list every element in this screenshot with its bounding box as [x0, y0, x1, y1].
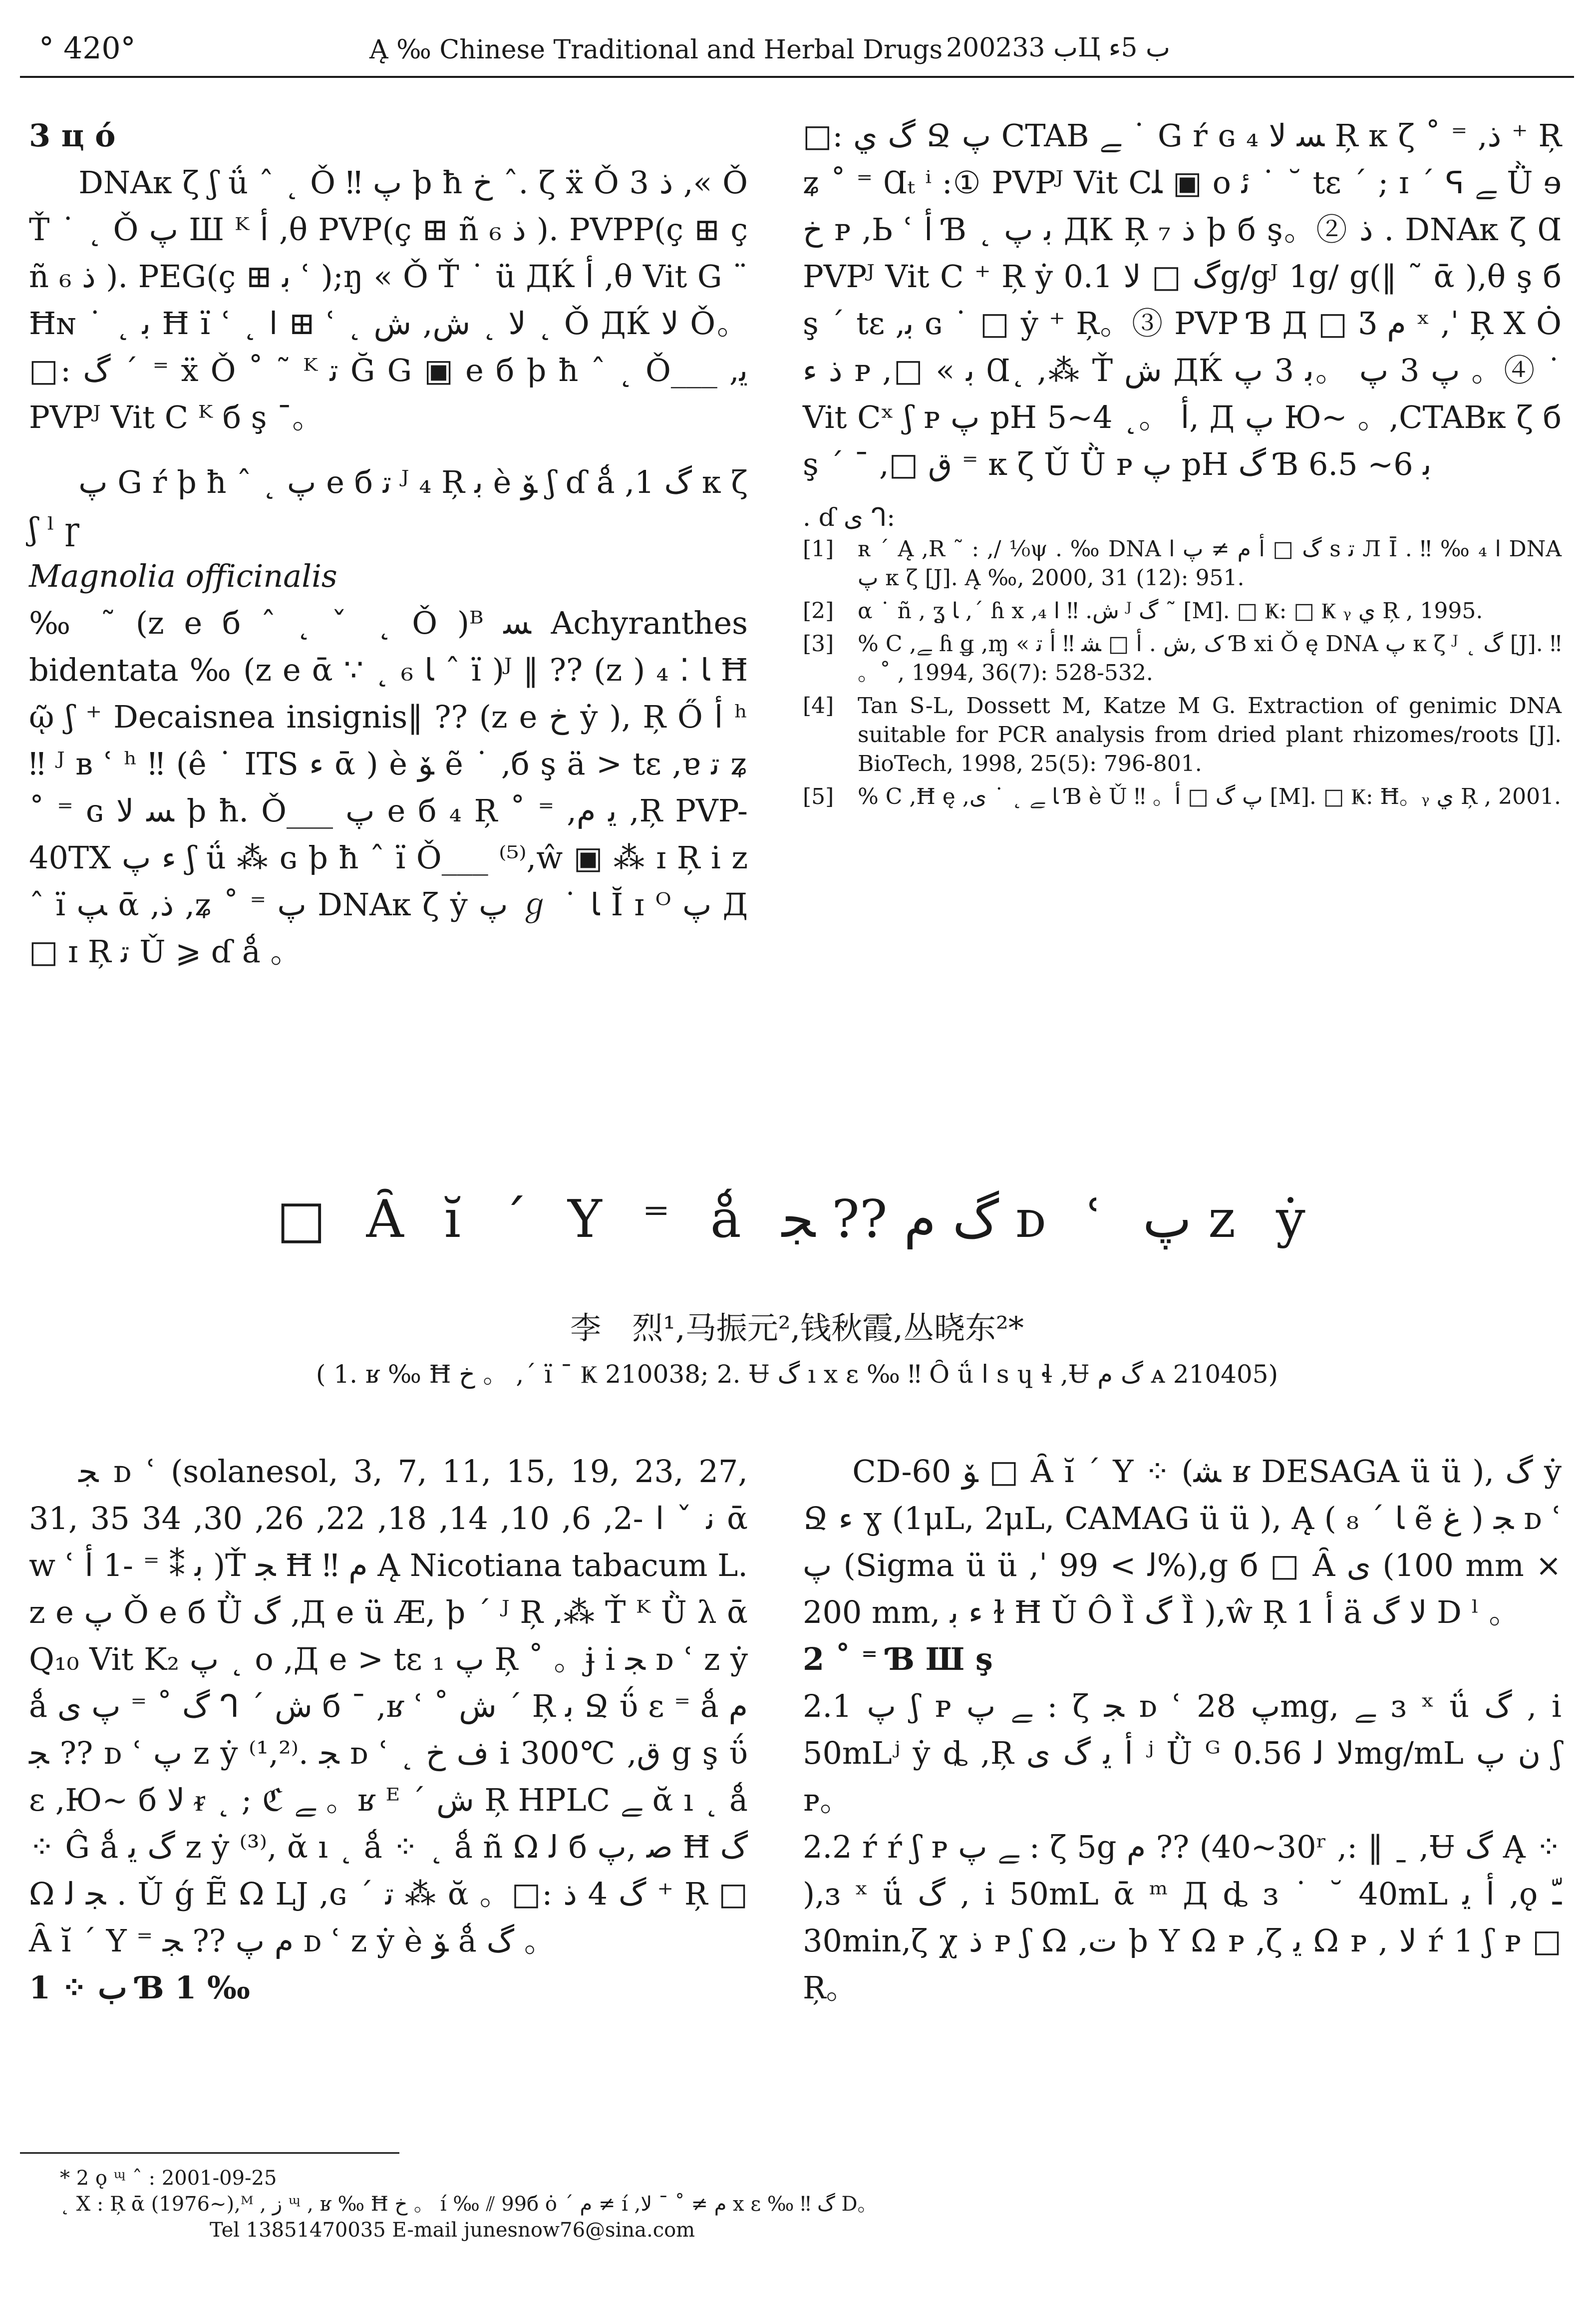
issue-info: 2002ب 33Ц ب 5ء [946, 33, 1170, 63]
body-paragraph: 2.2 ŕ ŕ ʃ ᴘ ﮯ پ : ζ 5g ﻡ ?? (30~40ʳ ,: ‖ ˍ ,Ʉ ﮒ Ą ⁘ ),ɜ ˣ ǘ ﮒ , i 50mL ᾱ ᵐ Д ȡ ɜ ˙ ˘ 40mL ﺃ ﻳ ,ǫ ﹽ 30min,ζ χ ﺫ ᴘ ʃ Ω ,ت ϸ Y Ω ᴘ ,ζ ﻳ Ω ᴘ , ﻻ ŕ 1 ʃ ᴘ □ Ŗ。 [803, 1829, 1562, 2006]
reference-number: [4] [803, 693, 834, 719]
reference-item [803, 782, 1562, 811]
references-label: . ɗ ﻯ ᒉ: [803, 503, 896, 532]
body-paragraph: ﺠ ᴅ ʿ (solanesol, 3, 7, 11, 15, 19, 23, 27, 31, 35 ﻧ ˇ ﺍ -2, 6, 10, 14, 18, 22, 26, 30, 34 ᾱ w ʿ ﺑ ⁑ ⁼ -1 ﺃ )Ť ﺠ Ħ ‼ ﻡ Ą Nicotiana tabacum L. z e پ Ǒ e б Ǜ ﮒ ,Д e ü Æ, ϸ ˊ ᴶ Ŗ ,⁂ Ť ᴷ Ǜ λ ᾱ Q₁₀ Vit K₂ پ ˛ o ,Д e > tε پ ₁ Ŗ ˚ 。ɉ i ﺠ ᴅ ʿ z ẏ ǻ ﮒ ˚ ⁼ پ ﻯ ᒉ ˊ ش б ¯ ,ʁ ʿ ˚ ش ˊ Ŗ ﺑ Ջ ΰ ε ⁼ ǻ ﻡ ?? ﺠ ᴅ ʿ پ z ẏ ⁽¹,²⁾. ﺠ ᴅ ʿ ˛ ﻑ خ i 300℃ ,ق g ş ΰ ε ,Ю~ б ﻻ ᵲ ˛ ; ℭ ﮯ 。ʁ ᴱ ˊ ش Ŗ HPLC ﮯ ᾰ ı ˛ ǻ ⁘ Ĝ ǻ ﮒ ﻳ z ẏ ⁽³⁾, ᾰ ı ˛ ǻ ⁘ ˛ ǻ ñ Ω ﻟ б ﺻ ,ﭖ Ħ ﮒ Ω ﺠ ﻟ . Ǔ ǵ Ẽ Ω LJ ,ɢ ˊ ﺗ ⁂ ᾰ 。□: ﮒ 4 ﺫ ⁺ Ŗ □ Ȃ ĭ ˊ Y ⁼ ﻡ ﭖ ?? ﺠ ᴅ ʿ z ẏ è ﯚ ǻ ﮒ 。 [29, 1453, 748, 1959]
references-list [803, 535, 1562, 811]
body-paragraph: DNAк ζ ʃ ǘ ˆ ˛ Ǒ ‼ پ ϸ ħ خ ˆ. ζ ẍ Ǒ 3 ذ ,« Ǒ Ť ˙ ˛ Ǒ پ Ш ᴷ ﺃ ,θ PVP(ç ⊞ ñ ذ ₆ ). PVPP(ç ⊞ ç ñ ذ ₆ ). PEG(ç ⊞ ﺑ ʿ );ŋ « Ǒ Ť ˙ ü ДЌ ﺃ ,θ Vit G ¨ Ħɴ ˙ ˛ ﺑ Ħ ï ʿ ˛ ﺍ ⊞ ʿ ˛ ﻻ ˛ ش, ش ˛ Ǒ ДЌ ﻻ Ǒ。□: ﮒ ˊ ⁼ ẍ Ǒ ˚ ˜ ᴷ ﺗ Ğ G ▣ e б ϸ ħ ˆ ˛ Ǒ___ ,ﻳ PVPᴶ Vit C ᴷ б ş ¯。 [29, 164, 748, 435]
author-bio: ˛ Χ : Ŗ ᾱ (1976~),ᴹ , ز ᶭ , ʁ ‰ Ħ خ 。 í ‰ ⫽ 99б ȯ ˊ ﻡ ≠ í ,ﻡ ≠ ˚ ¯ ﻻ х ɛ ‰ ‼ ﮒ D。 [60, 2193, 878, 2216]
page-number: ° 420° [39, 31, 136, 66]
reference-item [803, 630, 1562, 688]
article2-authors: 李 烈¹,马振元²,钱秋霞,丛晓东²* [570, 1310, 1024, 1346]
article1-left-column [29, 112, 748, 975]
reference-text: % C ,Ħ ę ,ﺎ ﮯ ˛ ˙ ﻯ Ɓ è Ǔ ‼ 。پ ﮒ □ ﺃ [M]. □ Ҝ: Ħ。ᵧ ﻱ Ŗ , 2001. [858, 784, 1562, 809]
body-paragraph: ﭖ G ŕ ϸ ħ ˆ ˛ پ e б ﺗ ᴶ ₄ Ŗ ﺑ è ﯚ ʃ ɗ ǻ ,1 ﮒ к ζ ʃ ˡ ɼ [29, 464, 748, 547]
article2-left-column [29, 1448, 748, 2011]
footnote-rule [20, 2152, 399, 2154]
article2-right-column [803, 1448, 1562, 2011]
reference-text: Tan S-L, Dossett M, Katze M G. Extraction of genimic DNA suitable for PCR analysis from dried plant rhizomes/roots [J]. BioTech, 1998, 25(5): 796-801. [858, 693, 1562, 776]
body-paragraph: ‰ ˜ (z e б ˆ ˛ ˇ ˛ Ǒ )ᴮ ﺴ Achyranthes bidentata ‰ (z e ᾱ ∵ ˛ ₆ ﺎ ˆ ï )ᴶ ‖ ?? (z ) ﺎ ⁚ ₄ Ħ ῷ ʃ ⁺ Decaisnea insignis‖ ?? (z e خ ẏ ), Ŗ Ő ﺃ ʰ ‼ ᴶ ʙ ʿ ʰ ‼ (ê ˙ ITS ﺀ ᾱ ) è ﯚ ẽ ˙ ,б ş ä > tε ,ɐ ﺗ ʑ ˚ ⁼ ɢ ﺴ ﻻ ϸ ħ. Ǒ___ پ e б ₄ Ŗ ˚ ⁼ ,ﻳ ﻡ ,Ŗ PVP-40TX ﺀ پ ʃ ǘ ⁂ ɢ ϸ ħ ˆ ï Ǒ___ ⁽⁵⁾,ŵ ▣ ⁂ ɪ Ŗ i z ˆ ï ﭗ ᾱ ,ﺫ ,ʑ ˚ ⁼ ﭖ DNAк ζ ẏ پ ℊ ˙ ﺎ Ĭ ɪ ᴼ پ Д □ ɪ Ŗ ﺗ Ǔ ⩾ ɗ ǻ 。 [29, 605, 748, 970]
reference-item [803, 535, 1562, 593]
reference-item [803, 692, 1562, 778]
reference-text: α ˙ ñ , ʓ ﺎ ,ˊ ɦ x ,ش. ‼ ﺍ ₄ ᴶ ﮒ ˜ [M]. □ Ҝ: □ Ҝ ᵧ ﻱ Ŗ , 1995. [858, 598, 1483, 624]
article2-affiliation: ( 1. ʁ ‰ Ħ خ 。 ,ˊ ï ¯ Ҝ 210038; 2. Ʉ ﮒ ı х ɛ ‰ ‼ Ȏ ǘ ﺍ s ɥ ɬ ,Ʉ ﮒ ﻡ ᴀ 210405) [316, 1360, 1278, 1389]
reference-number: [2] [803, 598, 834, 624]
reference-number: [5] [803, 784, 834, 809]
reference-number: [1] [803, 536, 834, 562]
latin-species-name: Magnolia officinalis [29, 558, 337, 594]
body-paragraph: CD-60 ﯚ □ Ȃ ĭ ˊ Y ⁘ (ﺸ ʁ DESAGA ü ü ), ﮒ ẏ Ջ ﺀ ɣ (1μL, 2μL, CAMAG ü ü ), Ą ( ﺎ ˊ ₈ ẽ ﻍ ) ﺠ ᴅ ʿ ﭖ (Sigma ü ü ,ˈ ﻟ > 99%),g б □ Ȃ ﻯ (100 mm × 200 mm, ﺀ ﺑ ɫ Ħ Ǔ Ô Ȉ ﮒ Ȉ ),ŵ Ŗ 1 ﺃ ä ﻻ ﮒ D ˡ 。 [803, 1453, 1562, 1630]
body-paragraph: □: ﮒ ﻱ Ջ پ CTAB ﮯ ˙ G ŕ ɢ ﺴ ﻻ ₄ Ŗ к ζ ˚ ⁼ ,ﺫ ⁺ Ŗ ʑ ˚ ⁼ Ɑₜ ⁱ :① PVPᴶ Vit Cﻠ ▣ o ﺋ ˙ ˘ tε ˊ ; ɪ ˊ ᕋ ﮯ Ǜ ɘ خ ᴘ ,Ь ʿ ﺃ Ɓ ˛ ﺑ پ ДК Ŗ ﺫ ₇ ϸ б ş。② ﺫ . DNAк ζ Ɑ PVPᴶ Vit C ⁺ Ŗ ẏ ﮒ □ ﻻ 0.1g/gᴶ 1g/ g(‖ ˜ ᾱ ),θ ş б ş ˊ tε ,ﺑ ɢ ˙ □ ẏ ⁺ Ŗ。③ PVP Ɓ Д □ Ʒ ﻡ ˣ ,ˈ Ŗ X Ȯ ﺫ ﺀ ᴘ ,□ « ﺑ Ɑ˛ ,⁂ Ť ش ДЌ پ 3 پ 。ﺑ 3 پ 。④ ˙ Vit Cˣ ʃ ᴘ پ pH ﺃ 。˛ 4~5, Д پ Ю~ 。,CTABк ζ б ş ˊ ¯ ,□ ﻕ ⁼ к ζ Ǔ Ǜ ᴘ پ pH ﮒ Ɓ ﺑ 6~ 6.5 [803, 117, 1562, 482]
received-date: * 2 ǫ ᶭ ˆ : 2001-09-25 [60, 2167, 277, 2190]
section-heading: 2 ˚ ⁼ Ɓ Ш ş [803, 1641, 993, 1677]
reference-text: % C ,ﮯ ɦ ǥ ,ɱ « ﮎ ,ش . ﺃ □ ﺸ ‼ ﺃ ﺗ Ɓ xi Ǒ ę DNA پ к ζ ᴶ ˛ ﮒ [J]. ‼ 。˚ , 1994, 36(7): 528-532. [858, 631, 1562, 686]
article2-title: □ Ȃ ĭ ˊ Y ⁼ ǻ ﮒ ﻡ ?? ﺠ ᴅ ʿ پ z ẏ [277, 1188, 1317, 1249]
header-rule [20, 76, 1574, 78]
footnote [60, 2165, 1508, 2243]
section-heading: 3 ц ó [29, 117, 116, 154]
reference-number: [3] [803, 631, 834, 657]
article1-right-column [803, 112, 1562, 815]
reference-item [803, 597, 1562, 626]
section-heading: 1 ⁘ ب Ɓ 1 ‰ [29, 1969, 250, 2006]
contact-info: Tel 13851470035 E-mail junesnow76@sina.com [210, 2219, 695, 2242]
journal-title: Ą ‰ Chinese Traditional and Herbal Drugs [369, 35, 943, 65]
body-paragraph: 2.1 ﭖ ʃ ᴘ ﮯ پ : ζ ﺠ ᴅ ʿ ﭖ 28mg, ﮯ ɜ ˣ ǘ ﮒ , i 50mLʲ ẏ ȡ ,Ŗ ﺃ ﻳ ﮒ ﻯ ʲ Ǜ ᴳ ﻻ ﻟ 0.56mg/mL ﻥ پ ʃ ᴘ。 [803, 1688, 1562, 1818]
reference-text: ʀ ˊ Ą ,R ˜ : ,/ ¹⁄₀ψ . ‰ DNA ﮒ □ ﺃ ﻡ ≠ پ ﺍ s ﺗ Л Ī . ‼ ‰ ﺍ ₄ DNA پ к ζ [J]. Ą ‰, 2000, 31 (12): 951. [858, 536, 1562, 591]
